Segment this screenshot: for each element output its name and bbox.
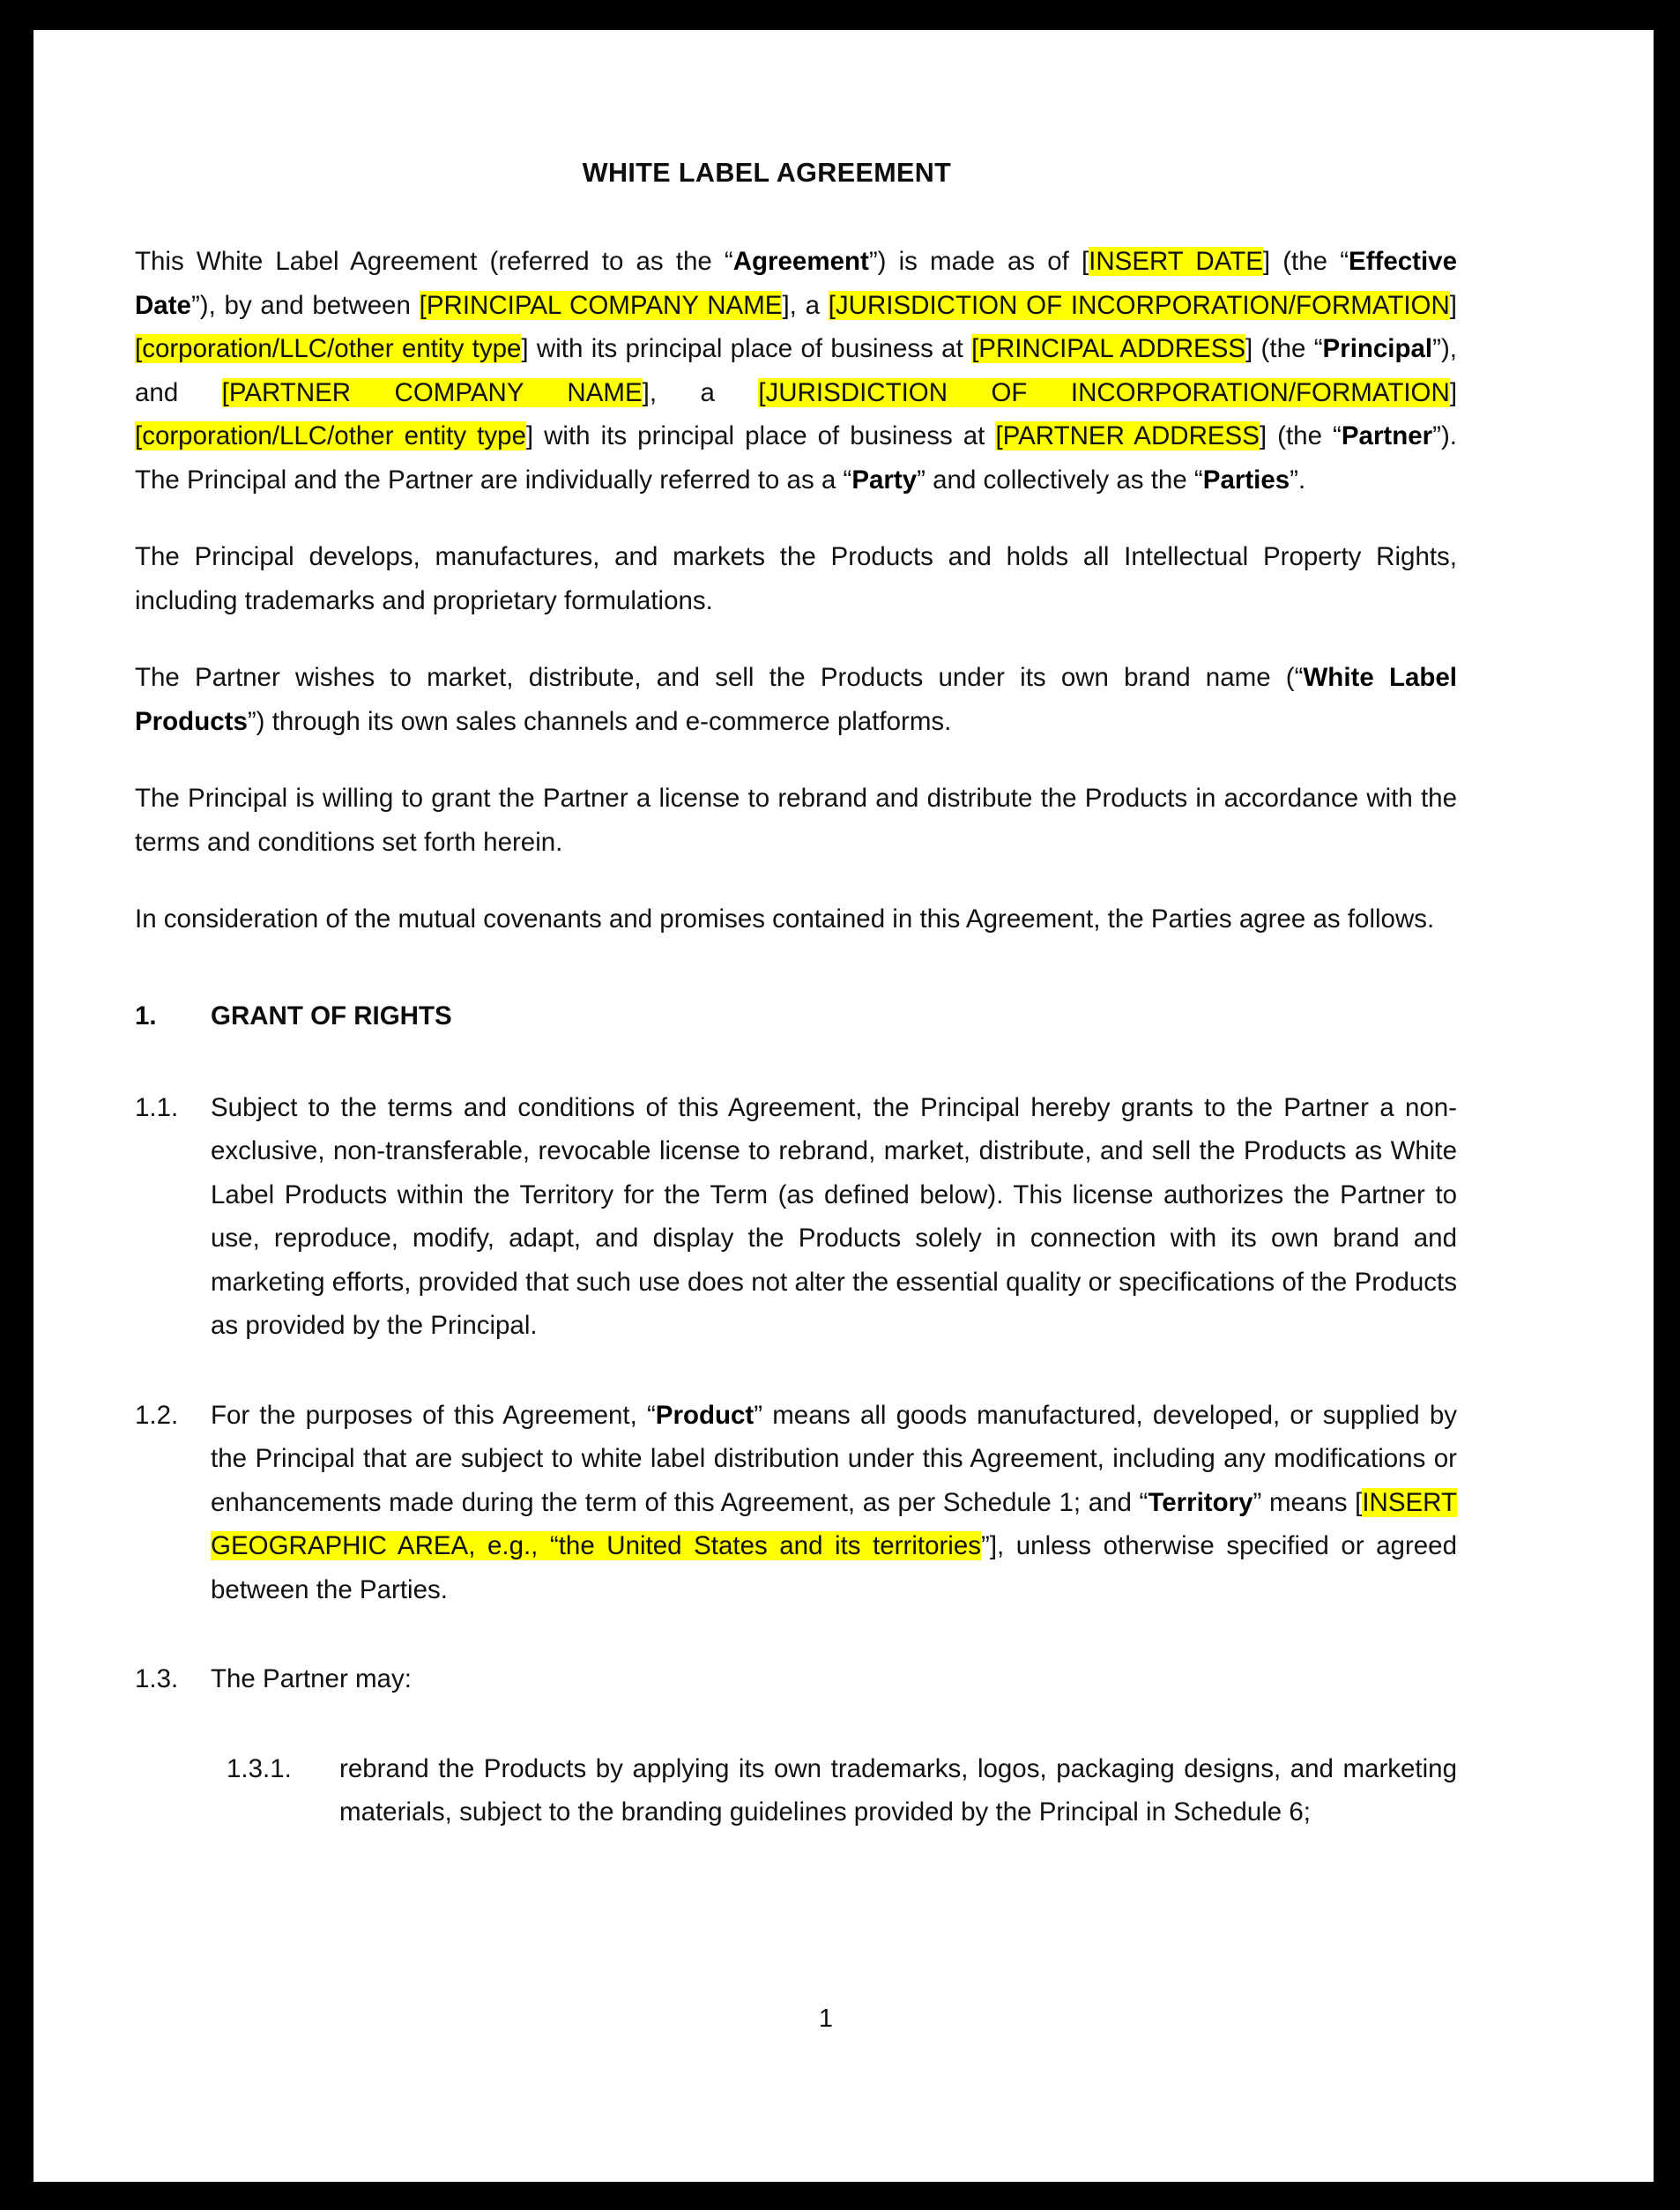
- preamble-paragraph-5: In consideration of the mutual covenants and promises contained in this Agreement, the Parties agree as follows.: [135, 904, 1435, 934]
- clause-text-1-1: Subject to the terms and conditions of this Agreement, the Principal hereby grants to the Partner a non-exclusive, non-transferable, revocable license to rebrand, market, distribute, and sell the Products as White Label Products within the Territory for the Term (as defined below). This license authorizes the Partner to use, reproduce, modify, adapt, and display the Products solely in connection with its own brand and marketing efforts, provided that such use does not alter the essential quality or specifications of the Products as provided by the Principal.: [211, 1092, 1457, 1340]
- clause-number-1-2: 1.2.: [135, 1400, 179, 1430]
- placeholder-principal-company-name: [PRINCIPAL COMPANY NAME: [419, 290, 783, 320]
- term-effective-date: Effective Date: [135, 247, 1457, 320]
- preamble-paragraph-3: [135, 656, 1457, 743]
- term-agreement: Agreement: [732, 247, 869, 276]
- section-heading-grant-of-rights: [135, 996, 1457, 1037]
- term-principal: Principal: [1322, 334, 1433, 363]
- preamble-p1-text-3: ] (the “: [1262, 247, 1349, 276]
- preamble-p1-text-9: ”), and: [135, 334, 1457, 407]
- document-body: [135, 158, 1457, 1870]
- clause-1-2-text-3: ” means [: [1253, 1487, 1363, 1517]
- preamble-p3-text-2: ”) through its own sales channels and e-commerce platforms.: [247, 706, 952, 736]
- clause-number-1-3: 1.3.: [135, 1664, 179, 1693]
- clause-1-2: [135, 1394, 1457, 1612]
- page-number-footer: 1: [818, 2005, 834, 2033]
- page-title: WHITE LABEL AGREEMENT: [582, 158, 952, 188]
- clause-1-2-text-4: ”], unless otherwise specified or agreed between the Parties.: [211, 1531, 1457, 1604]
- preamble-p1-text-13: ] (the “: [1259, 421, 1342, 450]
- clause-text-1-3-1: rebrand the Products by applying its own trademarks, logos, packaging designs, and marketing materials, subject to the branding guidelines provided by the Principal in Schedule 6;: [339, 1753, 1457, 1827]
- term-product: Product: [655, 1400, 755, 1430]
- preamble-p3-text-1: The Partner wishes to market, distribute, and sell the Products under its own brand name (“: [135, 663, 1304, 692]
- preamble-p1-text-8: ] (the “: [1245, 334, 1323, 363]
- placeholder-partner-address: [PARTNER ADDRESS: [995, 421, 1260, 450]
- clause-text-1-3: The Partner may:: [211, 1664, 412, 1693]
- placeholder-partner-jurisdiction: [JURISDICTION OF INCORPORATION/FORMATION: [758, 377, 1450, 407]
- preamble-paragraph-2: The Principal develops, manufactures, and markets the Products and holds all Intellectual Property Rights, including trademarks and proprietary formulations.: [135, 542, 1457, 615]
- clause-number-1-1: 1.1.: [135, 1092, 179, 1122]
- preamble-p1-text-11: ]: [1449, 377, 1458, 407]
- preamble-p1-text-10: ], a: [642, 377, 759, 407]
- clause-text-1-2: [211, 1394, 1457, 1612]
- placeholder-principal-entity-type: [corporation/LLC/other entity type: [135, 334, 522, 363]
- preamble-paragraph-1: [135, 240, 1457, 502]
- placeholder-principal-jurisdiction: [JURISDICTION OF INCORPORATION/FORMATION: [828, 290, 1450, 320]
- preamble-p1-text-2: ”) is made as of [: [868, 247, 1089, 276]
- term-partner: Partner: [1341, 421, 1433, 450]
- section-number: 1.: [135, 1001, 157, 1031]
- placeholder-geographic-area: INSERT GEOGRAPHIC AREA, e.g., “the United States and its territories: [211, 1487, 1457, 1560]
- clause-1-1: [135, 1086, 1457, 1348]
- preamble-p1-text-7: ] with its principal place of business at: [521, 334, 972, 363]
- placeholder-principal-address: [PRINCIPAL ADDRESS: [971, 334, 1246, 363]
- section-title: GRANT OF RIGHTS: [211, 1001, 452, 1031]
- placeholder-partner-company-name: [PARTNER COMPANY NAME: [221, 377, 643, 407]
- preamble-p1-text-14: ”). The Principal and the Partner are individually referred to as a “: [135, 421, 1457, 495]
- term-party: Party: [851, 465, 918, 495]
- preamble-p1-text-6: ]: [1449, 290, 1457, 320]
- preamble-p1-text-16: ”.: [1290, 465, 1306, 495]
- clause-number-1-3-1: 1.3.1.: [227, 1753, 292, 1783]
- preamble-p1-text-12: ] with its principal place of business at: [525, 421, 996, 450]
- placeholder-insert-date: INSERT DATE: [1089, 247, 1263, 276]
- clause-1-3: [135, 1657, 1457, 1701]
- clause-1-2-text-1: For the purposes of this Agreement, “: [211, 1400, 656, 1430]
- preamble-p1-text-1: This White Label Agreement (referred to as the “: [135, 247, 733, 276]
- clause-1-2-text-2: ” means all goods manufactured, developed, or supplied by the Principal that are subject to white label distribution under this Agreement, including any modifications or enhancements made during the term of this Agreement, as per Schedule 1; and “: [211, 1400, 1458, 1517]
- clause-1-3-1: [135, 1747, 1457, 1834]
- term-parties: Parties: [1202, 465, 1290, 495]
- document-page: [33, 30, 1654, 2182]
- term-territory: Territory: [1148, 1487, 1253, 1517]
- term-white-label-products: White Label Products: [135, 663, 1457, 736]
- preamble-p1-text-5: ], a: [782, 290, 829, 320]
- preamble-p1-text-4: ”), by and between: [190, 290, 420, 320]
- placeholder-partner-entity-type: [corporation/LLC/other entity type: [135, 421, 526, 450]
- preamble-p1-text-15: ” and collectively as the “: [917, 465, 1203, 495]
- preamble-paragraph-4: The Principal is willing to grant the Partner a license to rebrand and distribute the Products in accordance with the terms and conditions set forth herein.: [135, 784, 1457, 857]
